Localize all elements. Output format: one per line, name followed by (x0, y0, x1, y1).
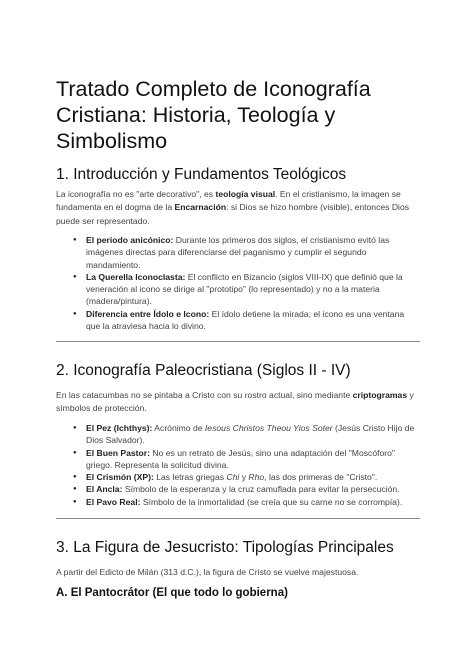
list-item-term: Diferencia entre Ídolo e Icono: (86, 308, 210, 319)
list-item (56, 271, 420, 308)
section-3-heading: 3. La Figura de Jesucristo: Tipologías Principales (56, 539, 394, 556)
bold-term: teología visual (215, 189, 276, 199)
section-divider (56, 518, 420, 519)
text-run: : si Dios se hizo hombre (visible), entonces Dios puede ser representado. (56, 202, 410, 226)
italic-text: Chi (226, 472, 240, 483)
italic-text: Iesous Christos Theou Yios Soter (204, 423, 333, 433)
subsection-heading: A. El Pantocrátor (El que todo lo gobierna) (56, 587, 288, 599)
list-item (56, 308, 420, 333)
list-item-text: Acrónimo de (152, 423, 205, 433)
section-3-intro (56, 566, 418, 579)
list-item (56, 496, 420, 508)
list-item-text: El ídolo detiene la mirada; el icono es una ventana que la atraviesa hacia lo divino. (86, 308, 405, 332)
list-item-term: El Crismón (XP): (86, 472, 154, 483)
bold-term: Encarnación (174, 202, 227, 213)
section-1-heading: 1. Introducción y Fundamentos Teológicos (56, 166, 347, 183)
section-divider (56, 341, 420, 342)
list-item-text: No es un retrato de Jesús, sino una adaptación del "Moscóforo" griego. Representa la solicitud divina. (86, 447, 395, 470)
text-run: En las catacumbas no se pintaba a Cristo con su rostro actual, sino mediante (56, 390, 353, 400)
list-item-text: Las letras griegas (153, 472, 227, 483)
section-1-list (56, 234, 420, 332)
list-item-text: Durante los primeros dos siglos, el cristianismo evitó las imágenes directas para diferenciarse del paganismo y cumplir el segundo mandamiento. (86, 235, 390, 270)
list-item-term: La Querella Iconoclasta: (86, 271, 186, 282)
text-run: y símbolos de protección. (56, 390, 414, 414)
section-1-intro (56, 188, 418, 228)
list-item-term: El periodo anicónico: (86, 235, 174, 245)
list-item-text: y (239, 472, 249, 483)
list-item-term: El Pavo Real: (86, 496, 141, 507)
italic-text: Rho (248, 472, 265, 483)
list-item (56, 471, 420, 483)
text-run: La iconografía no es "arte decorativo", es (56, 189, 216, 199)
bold-term: criptogramas (352, 390, 408, 400)
list-item-text: , las dos primeras de "Cristo". (264, 472, 378, 483)
section-2-intro (56, 389, 418, 416)
list-item-text: El conflicto en Bizancio (siglos VIII-IX) que definió que la veneración al icono se dirige al "prototipo" (lo representado) y no a la materia (madera/pintura). (86, 271, 403, 307)
text-run: A partir del Edicto de Milán (313 d.C.), la figura de Cristo se vuelve majestuosa. (56, 567, 359, 577)
list-item-term: El Ancla: (86, 484, 123, 495)
section-2-list (56, 422, 420, 508)
list-item (56, 234, 420, 271)
list-item-text: Símbolo de la esperanza y la cruz camuflada para evitar la persecución. (122, 484, 400, 495)
section-2-heading: 2. Iconografía Paleocristiana (Siglos II - IV) (56, 362, 351, 379)
list-item (56, 483, 420, 495)
list-item-term: El Buen Pastor: (86, 447, 150, 458)
list-item-text: (Jesús Cristo Hijo de Dios Salvador). (86, 423, 415, 446)
text-run: . En el cristianismo, la imagen se fundamenta en el dogma de la (56, 189, 401, 213)
list-item (56, 422, 420, 447)
list-item-text: Símbolo de la inmortalidad (se creía que su carne no se corrompía). (140, 496, 403, 507)
list-item (56, 447, 420, 472)
document-title: Tratado Completo de Iconografía Cristiana: Historia, Teología y Simbolismo (56, 77, 371, 153)
list-item-term: El Pez (Ichthys): (86, 423, 153, 433)
